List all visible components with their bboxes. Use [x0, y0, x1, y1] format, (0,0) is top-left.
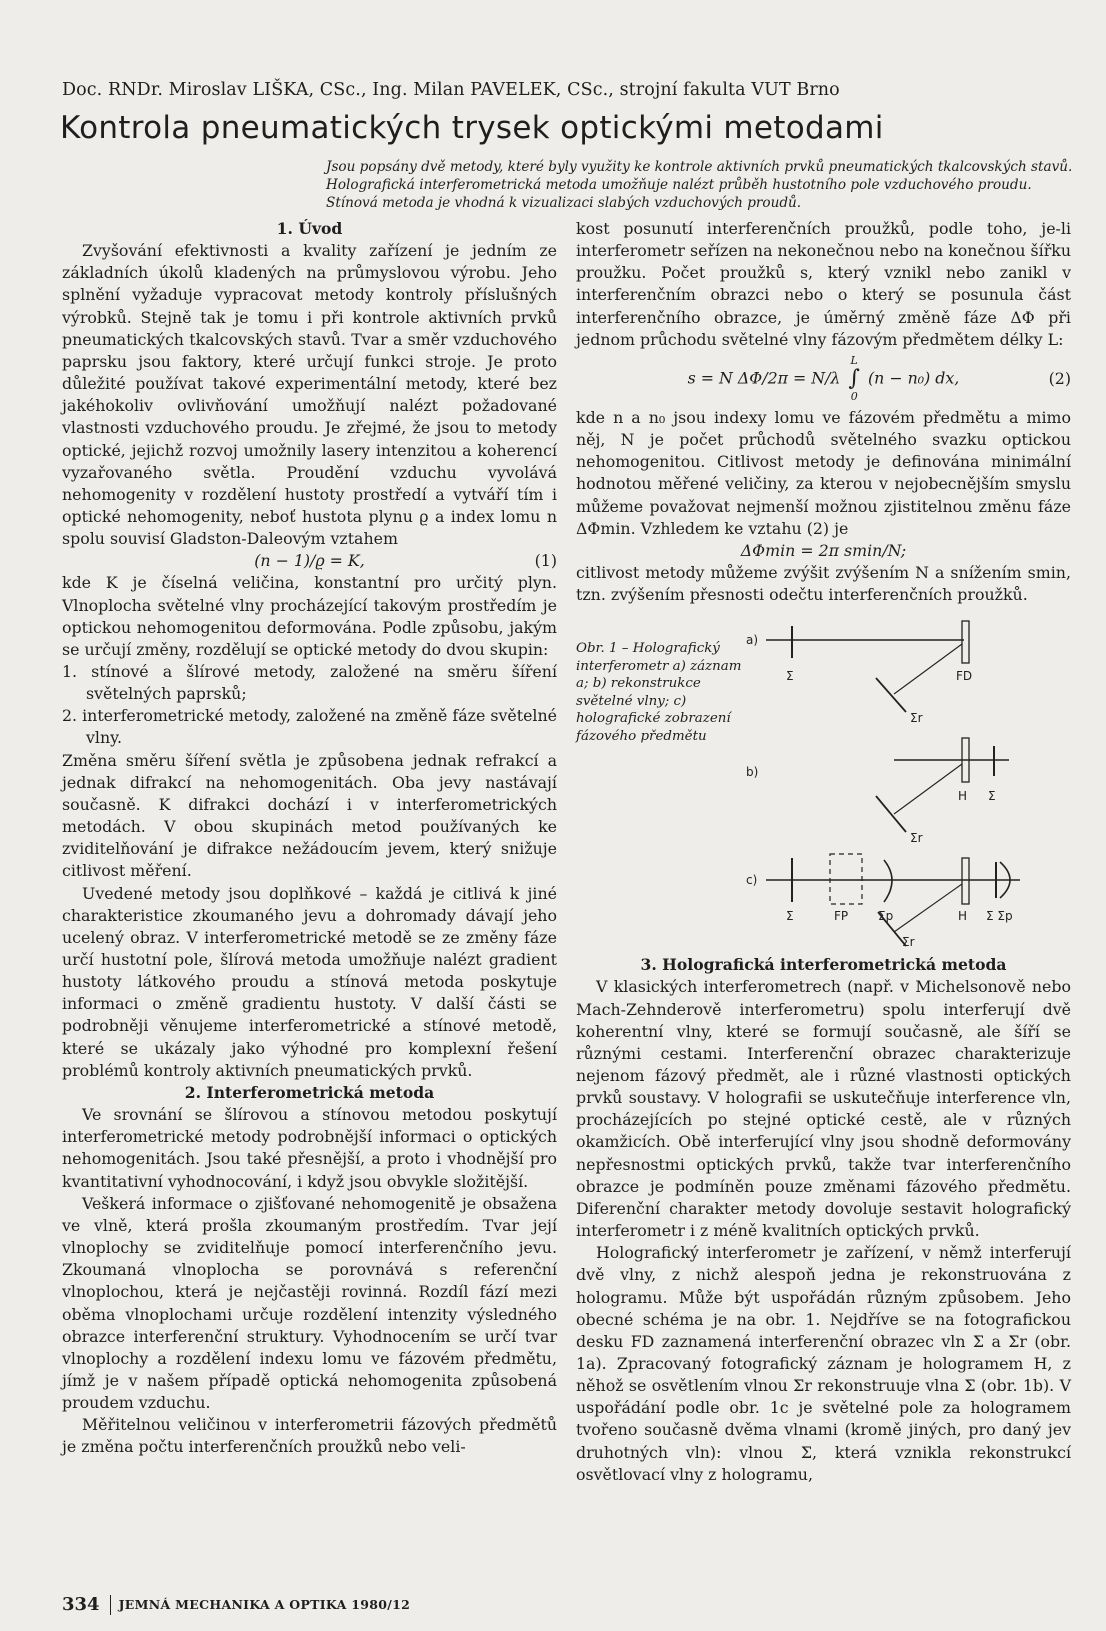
phase-wave-c: [884, 860, 892, 902]
authors-line: Doc. RNDr. Miroslav LIŠKA, CSc., Ing. Milan PAVELEK, CSc., strojní fakulta VUT Brno: [62, 80, 840, 100]
paragraph: Veškerá informace o zjišťované nehomogenitě je obsažena ve vlně, která prošla zkoumaným prostředím. Tvar její vlnoplochy se zviditelňuje pomocí interferenčního jevu. Zkoumaná vlnoplocha se porovnává s referenční vlnoplochou, která je nejčastěji rovinná. Rozdíl fází mezi oběma vlnoplochami určuje rozdělení intenzity výsledného obrazce interferenční struktury. Vyhodnocením se určí tvar vlnoplochy a rozdělení indexu lomu ve fázovém předmětu, jímž je v našem případě optická nehomogenita způsobená proudem vzduchu.: [62, 1193, 557, 1413]
label-sigma-r-c: Σr: [902, 935, 915, 950]
label-b: b): [746, 765, 759, 780]
list-item: 2. interferometrické metody, založené na změně fáze světelné vlny.: [62, 706, 557, 748]
paragraph: V klasických interferometrech (např. v Michelsonově nebo Mach-Zehnderově interferometru) spolu interferují dvě koherentní vlny, které se formují současně, ale šíří se různými cestami. Interferenční obrazec charakterizuje nejenom fázový předmět, ale i různé vlastnosti optických prvků soustavy. V holografii se uskutečňuje interference vln, procházejících po stejné optické cestě, ale v různých okamžicích. Obě interferující vlny jsou shodně deformovány nepřesnostmi optických prvků, takže tvar interferenčního obrazce je podmíněn pouze změnami fázového předmětu. Diferenční charakter metody dovoluje sestavit holografický interferometr i z méně kvalitních optických prvků.: [576, 977, 1071, 1241]
label-c: c): [746, 873, 758, 888]
equation-1-body: (n − 1)/ϱ = K,: [254, 551, 365, 571]
label-h-c: H: [958, 909, 968, 924]
label-fp: FP: [834, 909, 849, 924]
equation-3: [576, 540, 1071, 562]
label-sigma-c: Σ: [786, 909, 794, 924]
holographic-interferometer-diagram: [744, 614, 1071, 950]
left-column: [62, 218, 557, 1459]
page-number: 334: [62, 1594, 100, 1615]
equation-2: [576, 351, 1071, 407]
label-sigma-r-b: Σr: [910, 831, 923, 846]
paragraph: Holografický interferometr je zařízení, v němž interferují dvě vlny, z nichž alespoň jedna je rekonstruována z hologramu. Může být uspořádán různým způsobem. Jeho obecné schéma je na obr. 1. Nejdříve se na fotografickou desku FD zaznamená interferenční obrazec vln Σ a Σr (obr. 1a). Zpracovaný fotografický záznam je hologramem H, z něhož se osvětlením vlnou Σr rekonstruuje vlna Σ (obr. 1b). V uspořádání podle obr. 1c je světelné pole za hologramem tvořeno současně dvěma vlnami (kromě jiných, pro daný jev druhotných vln): vlnou Σ, která vznikla rekonstrukcí osvětlovací vlny z hologramu,: [576, 1243, 1071, 1484]
label-a: a): [746, 633, 759, 648]
paragraph: kost posunutí interferenčních proužků, podle toho, je-li interferometr seřízen na nekonečnou nebo na konečnou šířku proužku. Počet proužků s, který vznikl nebo zanikl v interferenčním obrazci nebo o který se posunula část interferenčního obrazce, je úměrný změně fáze ΔΦ při jednom průchodu světelné vlny fázovým předmětem délky L:: [576, 219, 1071, 349]
label-sigma-r-a: Σr: [910, 711, 923, 726]
equation-1: [62, 550, 557, 572]
photo-plate-fd: [962, 621, 969, 663]
label-sigma-sigma-p: Σ Σp: [986, 909, 1013, 924]
phase-object-fp: [830, 854, 862, 904]
section-heading-intro: 1. Úvod: [276, 219, 343, 238]
reference-ray-a: [894, 644, 962, 694]
equation-3-body: ΔΦmin = 2π smin/N;: [740, 540, 907, 560]
abstract: Jsou popsány dvě metody, které byly využity ke kontrole aktivních prvků pneumatických tkalcovských stavů. Holografická interferometrická metoda umožňuje nalézt průběh hustotního pole vzduchového proudu. Stínová metoda je vhodná k vizualizaci slabých vzduchových proudů.: [326, 159, 1073, 211]
reference-ray-c: [894, 884, 962, 932]
paragraph: citlivost metody můžeme zvýšit zvýšením N a snížením smin, tzn. zvýšením přesnosti odečtu interferenčních proužků.: [576, 562, 1071, 605]
figure-1: [576, 614, 1071, 950]
right-column: [576, 218, 1071, 1486]
paragraph: kde K je číselná veličina, konstantní pro určitý plyn. Vlnoplocha světelné vlny procházející takovým prostředím je optickou nehomogenitou deformována. Podle způsobu, jakým se určují změny, rozdělují se optické metody do dvou skupin:: [62, 573, 557, 659]
label-h-b: H: [958, 789, 968, 804]
paragraph: kde n a n₀ jsou indexy lomu ve fázovém předmětu a mimo něj, N je počet průchodů světelného svazku optickou nehomogenitou. Citlivost metody je definována minimální hodnotou měřené veličiny, za kterou v nejobecnějším smyslu můžeme považovat nejmenší možnou zjistitelnou změnu fáze ΔΦmin. Vzhledem ke vztahu (2) je: [576, 407, 1071, 538]
equation-2-number: (2): [1048, 368, 1071, 388]
page-footer: [62, 1594, 662, 1615]
list-item: 1. stínové a šlírové metody, založené na směru šíření světelných paprsků;: [62, 661, 557, 704]
integral-sign: L ∫ 0: [848, 353, 860, 403]
equation-1-number: (1): [534, 551, 557, 571]
section-heading-interferometric: 2. Interferometrická metoda: [184, 1082, 435, 1102]
paragraph: Změna směru šíření světla je způsobena jednak refrakcí a jednak difrakcí na nehomogenitách. Oba jevy nastávají současně. K difrakci dochází i v interferometrických metodách. V obou skupinách metod používaných ke zviditelňování je difrakce nežádoucím jevem, který snižuje citlivost měření.: [62, 750, 557, 881]
journal-name: JEMNÁ MECHANIKA A OPTIKA 1980/12: [118, 1597, 411, 1612]
reference-wave-b: [876, 796, 906, 832]
figure-1-caption: Obr. 1 – Holografický interferometr a) záznam a; b) rekonstrukce světelné vlny; c) holografické zobrazení fázového předmětu: [576, 641, 742, 744]
reference-wave-a: [876, 678, 906, 712]
paragraph: Uvedené metody jsou doplňkové – každá je citlivá k jiné charakteristice zkoumaného jevu a dohromady dávají jeho ucelený obraz. V interferometrické metodě se ze změny fáze určí hustotní pole, šlírová metoda umožňuje nalézt gradient hustoty látkového proudu a stínová metoda poskytuje informaci o změně gradientu hustoty. V další části se podrobněji věnujeme interferometrické a stínové metodě, které se ukázaly jako výhodné pro komplexní řešení problémů kontroly aktivních pneumatických prvků.: [62, 883, 557, 1080]
equation-2-body: s = N ΔΦ/2π = N/λ L ∫ 0 (n − n₀) dx,: [687, 353, 960, 403]
paragraph: Ve srovnání se šlírovou a stínovou metodou poskytují interferometrické metody podrobnější informaci o optických nehomogenitách. Jsou také přesnější, a proto i vhodnější pro kvantitativní vyhodnocování, i když jsou obvykle složitější.: [62, 1105, 557, 1191]
article-title: Kontrola pneumatických trysek optickými metodami: [60, 110, 884, 146]
reference-ray-b: [894, 764, 962, 814]
paragraph: Zvyšování efektivnosti a kvality zařízení je jedním ze základních úkolů kladených na průmyslovou výrobu. Jeho splnění vyžaduje vypracovat metody kontroly příslušných výrobků. Stejně tak je tomu i při kontrole aktivních prvků pneumatických tkalcovských stavů. Tvar a směr vzduchového paprsku jsou faktory, které určují funkci stroje. Je proto důležité používat takové experimentální metody, které bez jakéhokoliv ovlivňování umožňují nalézt požadované vlastnosti vzduchového proudu. Je zřejmé, že jsou to metody optické, jejichž rozvoj umožnily lasery intenzitou a koherencí vyzařovaného světla. Proudění vzduchu vyvolává nehomogenity v rozdělení hustoty prostředí a vytváří tím i optické nehomogenity, neboť hustota plynu ϱ a index lomu n spolu souvisí Gladston-Daleovým vztahem: [62, 241, 557, 549]
label-sigma-a: Σ: [786, 669, 794, 684]
hologram-c: [962, 858, 969, 904]
section-heading-holographic: 3. Holografická interferometrická metoda: [640, 955, 1007, 975]
label-fd: FD: [956, 669, 973, 684]
label-sigma-b: Σ: [988, 789, 996, 804]
label-sigma-p: Σp: [878, 909, 894, 924]
footer-divider: [110, 1595, 111, 1615]
paragraph: Měřitelnou veličinou v interferometrii fázových předmětů je změna počtu interferenčních proužků nebo veli-: [62, 1415, 557, 1457]
